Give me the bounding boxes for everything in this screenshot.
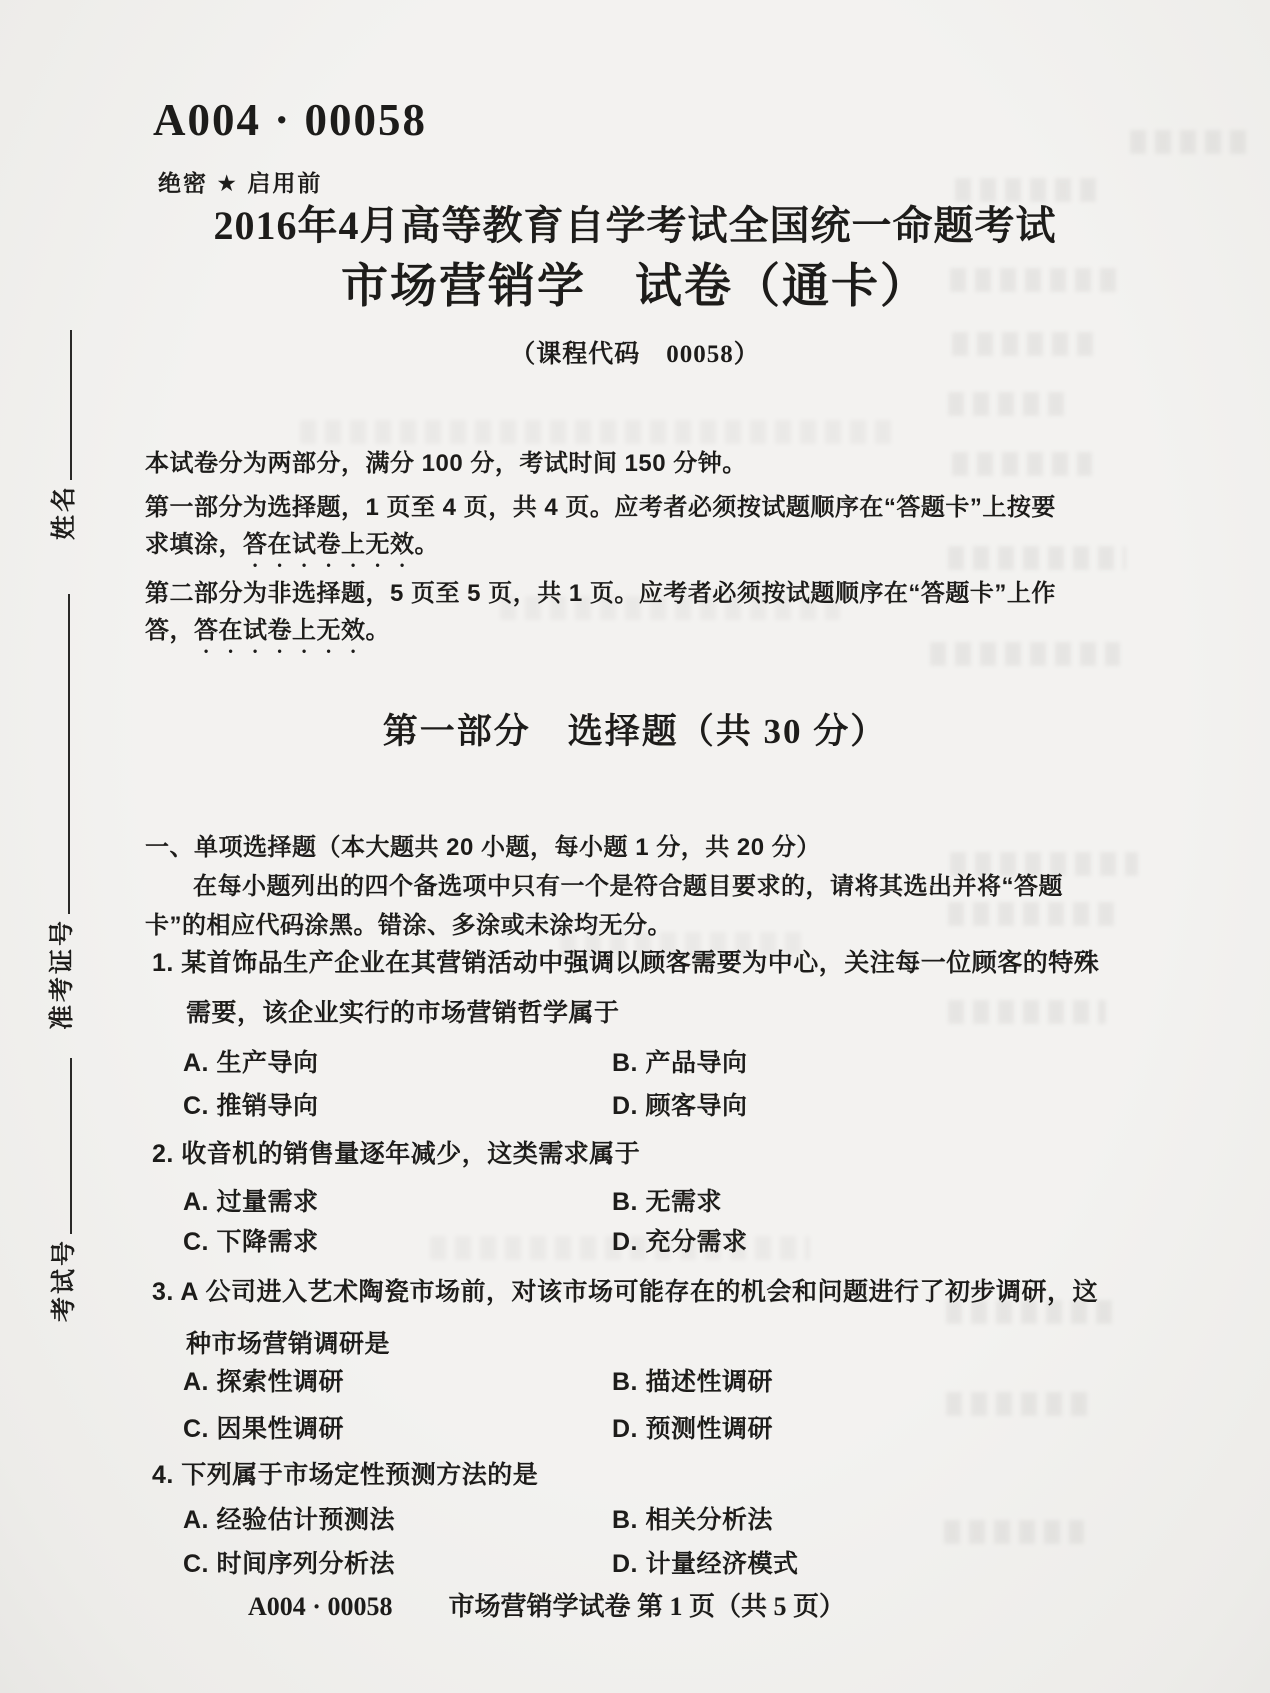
page-footer [248, 1592, 845, 1622]
question-2-option-C: C. 下降需求 [183, 1228, 319, 1256]
question-3-stem-line-2: 种市场营销调研是 [186, 1330, 391, 1358]
question-2-option-A: A. 过量需求 [183, 1188, 319, 1216]
instructions-part1-line2-post: 。 [414, 531, 439, 558]
question-3-option-C: C. 因果性调研 [183, 1415, 344, 1443]
instructions-part2-line1: 第二部分为非选择题，5 页至 5 页，共 1 页。应考者必须按试题顺序在“答题卡”上作 [145, 580, 1056, 607]
question-2-option-D: D. 充分需求 [612, 1228, 748, 1256]
instructions-part1-line1: 第一部分为选择题，1 页至 4 页，共 4 页。应考者必须按试题顺序在“答题卡”上按要 [145, 494, 1056, 521]
section1-note-line1: 在每小题列出的四个备选项中只有一个是符合题目要求的，请将其选出并将“答题 [193, 873, 1063, 900]
section1-title: 一、单项选择题（本大题共 20 小题，每小题 1 分，共 20 分） [145, 834, 821, 861]
question-3-option-D: D. 预测性调研 [612, 1415, 773, 1443]
invalid-on-paper-emphasis: 答在试卷上无效 [243, 531, 415, 558]
question-4-option-D: D. 计量经济模式 [612, 1550, 799, 1578]
section1-note-line2: 卡”的相应代码涂黑。错涂、多涂或未涂均无分。 [145, 912, 672, 939]
side-field-exam-number-label: 考试号 [50, 1237, 78, 1322]
question-1-option-A: A. 生产导向 [183, 1049, 319, 1077]
question-1-stem-line-1: 1. 某首饰品生产企业在其营销活动中强调以顾客需要为中心，关注每一位顾客的特殊 [152, 949, 1100, 977]
question-3-stem-line-1: 3. A 公司进入艺术陶瓷市场前，对该市场可能存在的机会和问题进行了初步调研，这 [152, 1278, 1098, 1306]
course-code: （课程代码 00058） [510, 341, 760, 368]
exam-number-blank-line [69, 1058, 72, 1234]
question-4-stem-line-1: 4. 下列属于市场定性预测方法的是 [152, 1461, 539, 1489]
question-1-option-B: B. 产品导向 [612, 1049, 748, 1077]
instructions-part1-line2-pre: 求填涂， [145, 531, 243, 558]
side-field-admission-ticket-number-label: 准考证号 [48, 917, 76, 1030]
side-field-exam-number [44, 1058, 80, 1322]
instructions-part2-line2 [145, 617, 390, 658]
side-field-admission-ticket-number [42, 594, 78, 1030]
side-field-name-label: 姓名 [50, 483, 78, 540]
admission-ticket-blank-line [67, 594, 70, 914]
question-4-option-A: A. 经验估计预测法 [183, 1506, 395, 1534]
secrecy-notice: 绝密 ★ 启用前 [158, 170, 323, 196]
question-4-option-B: B. 相关分析法 [612, 1506, 773, 1534]
question-2-stem-line-1: 2. 收音机的销售量逐年减少，这类需求属于 [152, 1140, 641, 1168]
question-4-option-C: C. 时间序列分析法 [183, 1550, 395, 1578]
instructions-part2-line2-pre: 答， [145, 617, 194, 644]
instructions-line1: 本试卷分为两部分，满分 100 分，考试时间 150 分钟。 [145, 450, 747, 477]
exam-title-line1: 2016年4月高等教育自学考试全国统一命题考试 [213, 203, 1057, 248]
instructions-part1-line2 [145, 531, 439, 572]
invalid-on-paper-emphasis: 答在试卷上无效 [194, 617, 366, 644]
footer-paper-code: A004 · 00058 [248, 1592, 393, 1621]
question-2-option-B: B. 无需求 [612, 1188, 722, 1216]
question-3-option-A: A. 探索性调研 [183, 1368, 344, 1396]
question-1-option-C: C. 推销导向 [183, 1092, 319, 1120]
paper-code: A004 · 00058 [153, 95, 428, 145]
exam-title-line2: 市场营销学 试卷（通卡） [341, 261, 929, 313]
footer-page-indicator: 市场营销学试卷 第 1 页（共 5 页） [448, 1592, 845, 1621]
part1-heading: 第一部分 选择题（共 30 分） [382, 712, 888, 751]
instructions-part2-line2-post: 。 [365, 617, 390, 644]
question-3-option-B: B. 描述性调研 [612, 1368, 773, 1396]
question-1-option-D: D. 顾客导向 [612, 1092, 748, 1120]
question-1-stem-line-2: 需要，该企业实行的市场营销哲学属于 [186, 999, 620, 1027]
